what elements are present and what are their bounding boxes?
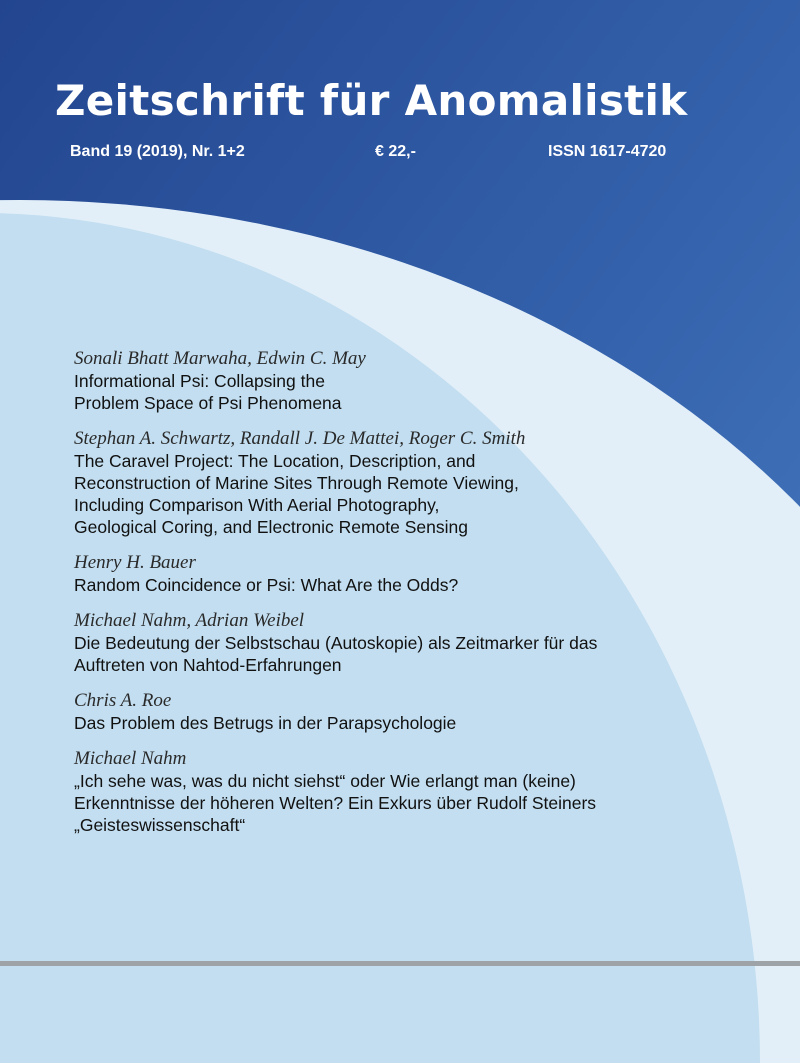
issn: ISSN 1617-4720 (548, 143, 667, 160)
article-authors: Sonali Bhatt Marwaha, Edwin C. May (74, 348, 366, 369)
bottom-divider (0, 961, 800, 966)
article-title: „Ich sehe was, was du nicht siehst“ oder Wie erlangt man (keine) Erkenntnisse der höheren Welten? Ein Exkurs über Rudolf Steiners „Geisteswissenschaft“ (74, 771, 597, 835)
article-entry (74, 748, 754, 836)
article-title: Das Problem des Betrugs in der Parapsychologie (74, 713, 457, 733)
article-entry (74, 610, 754, 676)
article-entry (74, 428, 754, 538)
article-title: Informational Psi: Collapsing the Problem Space of Psi Phenomena (74, 371, 342, 413)
article-title: The Caravel Project: The Location, Description, and Reconstruction of Marine Sites Through Remote Viewing, Including Comparison With Aerial Photography, Geological Coring, and Electronic Remote Sensing (74, 451, 519, 537)
volume-info: Band 19 (2019), Nr. 1+2 (70, 143, 245, 160)
journal-title: Zeitschrift für Anomalistik (55, 76, 688, 125)
article-entry (74, 348, 754, 414)
article-authors: Michael Nahm, Adrian Weibel (74, 610, 305, 631)
article-authors: Henry H. Bauer (74, 552, 196, 573)
table-of-contents (74, 348, 754, 850)
article-authors: Michael Nahm (74, 748, 187, 769)
article-authors: Chris A. Roe (74, 690, 172, 711)
article-authors: Stephan A. Schwartz, Randall J. De Mattei, Roger C. Smith (74, 428, 526, 449)
article-entry (74, 552, 754, 596)
article-title: Die Bedeutung der Selbstschau (Autoskopie) als Zeitmarker für das Auftreten von Nahtod-Erfahrungen (74, 633, 598, 675)
price: € 22,- (375, 143, 416, 160)
article-entry (74, 690, 754, 734)
article-title: Random Coincidence or Psi: What Are the Odds? (74, 575, 459, 595)
